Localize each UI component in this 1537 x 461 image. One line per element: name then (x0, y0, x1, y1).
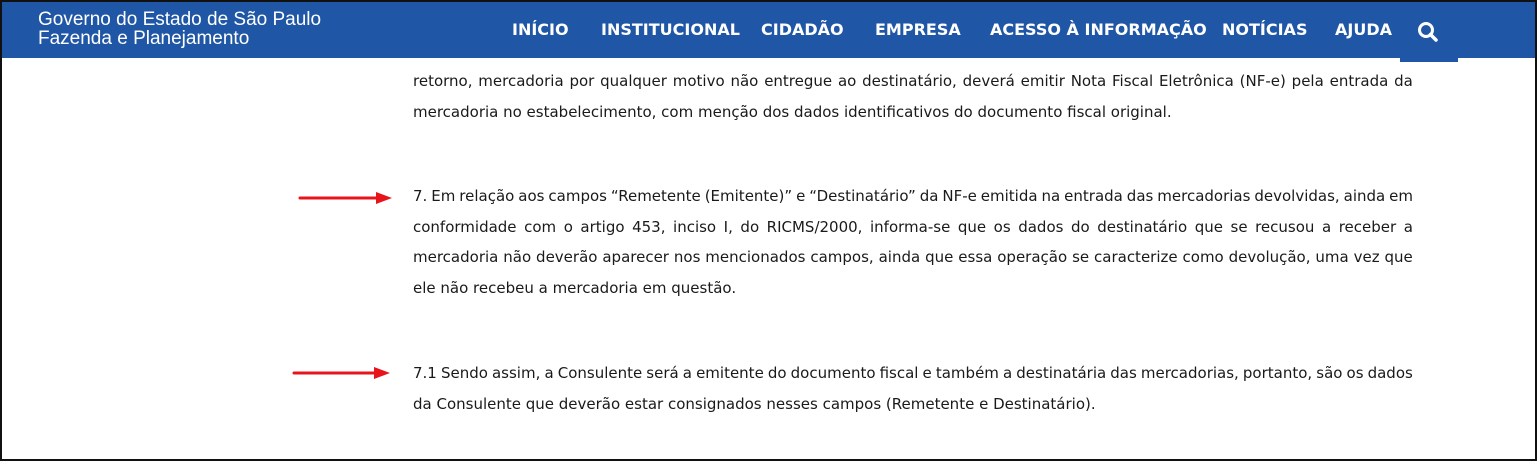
arrow-right-icon (298, 190, 394, 206)
site-brand[interactable] (38, 10, 321, 48)
brand-line-1: Governo do Estado de São Paulo (38, 9, 322, 30)
brand-line-2: Fazenda e Planejamento (38, 28, 250, 49)
nav-acesso-informacao[interactable]: ACESSO À INFORMAÇÃO (990, 20, 1207, 39)
p2-line-3: mercadoria não deverão aparecer nos mencionados campos, ainda que essa operação se caracterize como devolução, uma vez que (413, 248, 1413, 266)
nav-institucional[interactable]: INSTITUCIONAL (601, 20, 740, 39)
nav-empresa[interactable]: EMPRESA (875, 20, 961, 39)
p2-line-1: 7. Em relação aos campos “Remetente (Emitente)” e “Destinatário” da NF-e emitida na entrada das mercadorias devolvidas, ainda em (413, 187, 1413, 205)
paragraph-continuation (413, 66, 1413, 127)
site-header (2, 2, 1535, 58)
p2-line-4: ele não recebeu a mercadoria em questão. (413, 278, 737, 297)
p3-line-2: da Consulente que deverão estar consignados nesses campos (Remetente e Destinatário). (413, 394, 1096, 413)
p3-line-1: 7.1 Sendo assim, a Consulente será a emitente do documento fiscal e também a destinatária das mercadorias, portanto, são os dados (413, 364, 1413, 382)
nav-ajuda[interactable]: AJUDA (1335, 20, 1392, 39)
p2-line-2: conformidade com o artigo 453, inciso I, do RICMS/2000, informa-se que os dados do destinatário que se recusou a receber a (413, 217, 1413, 236)
arrow-right-icon (292, 365, 392, 381)
paragraph-7-1 (413, 358, 1413, 419)
p1-line-1: retorno, mercadoria por qualquer motivo não entregue ao destinatário, deverá emitir Nota Fiscal Eletrônica (NF-e) pela entrada da (413, 72, 1413, 90)
nav-inicio[interactable]: INÍCIO (512, 20, 569, 39)
nav-noticias[interactable]: NOTÍCIAS (1222, 20, 1308, 39)
paragraph-7 (413, 181, 1413, 303)
search-icon[interactable] (1416, 20, 1440, 44)
p1-line-2: mercadoria no estabelecimento, com menção dos dados identificativos do documento fiscal original. (413, 102, 1172, 121)
nav-cidadao[interactable]: CIDADÃO (761, 20, 844, 39)
header-accent (1400, 58, 1458, 62)
